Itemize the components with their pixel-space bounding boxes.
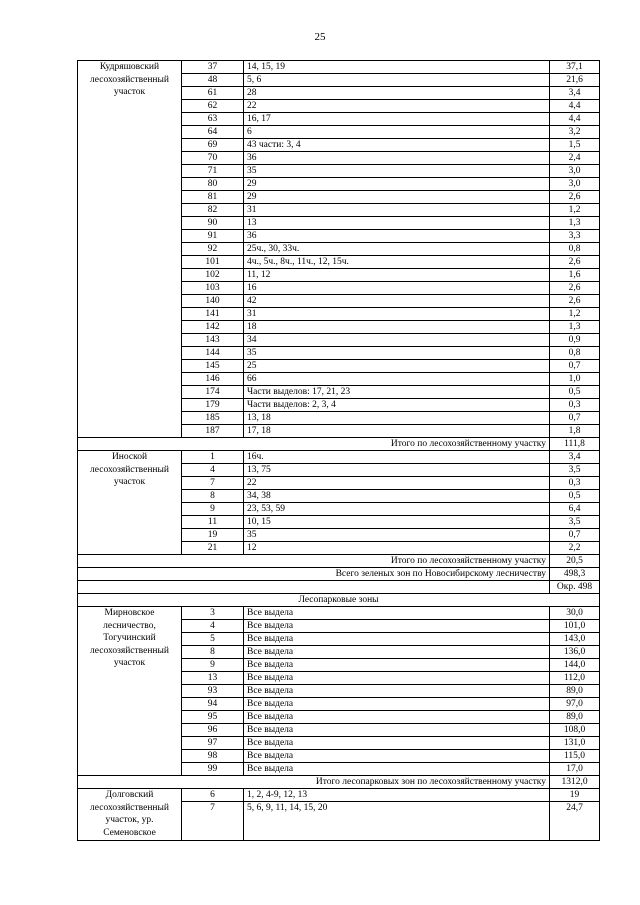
area-value: 21,6 [550,74,600,87]
plot-numbers: 35 [244,529,550,542]
area-value: 3,0 [550,165,600,178]
plot-numbers: 25 [244,360,550,373]
area-value: 3,5 [550,464,600,477]
quarter-number: 1 [182,451,244,464]
area-value: 17,0 [550,763,600,776]
area-value: 19 [550,789,600,802]
quarter-number: 19 [182,529,244,542]
area-value: 0,7 [550,360,600,373]
area-value: 0,9 [550,334,600,347]
area-value: 89,0 [550,711,600,724]
quarter-number: 4 [182,464,244,477]
plot-numbers: Части выделов: 2, 3, 4 [244,399,550,412]
plot-numbers: Все выдела [244,607,550,620]
quarter-number: 70 [182,152,244,165]
plot-numbers: Части выделов: 17, 21, 23 [244,386,550,399]
area-value: 4,4 [550,100,600,113]
plot-numbers: Все выдела [244,711,550,724]
table-row [78,451,600,464]
quarter-number: 69 [182,139,244,152]
plot-numbers: 10, 15 [244,516,550,529]
plot-numbers: 66 [244,373,550,386]
area-value: 136,0 [550,646,600,659]
quarter-number: 64 [182,126,244,139]
plot-numbers: 13 [244,217,550,230]
area-value: 6,4 [550,503,600,516]
section-total [78,438,600,451]
forest-zones-table [77,60,600,841]
quarter-number: 82 [182,204,244,217]
quarter-number: 81 [182,191,244,204]
plot-numbers: Все выдела [244,763,550,776]
section-0-area-name: Кудряшовский лесохозяйственный участок [78,61,182,438]
area-value: 1,6 [550,269,600,282]
table-row [78,789,600,802]
area-value: 144,0 [550,659,600,672]
area-value: 30,0 [550,607,600,620]
forest-park-header-row [78,594,600,607]
plot-numbers: 35 [244,347,550,360]
quarter-number: 92 [182,243,244,256]
quarter-number: 90 [182,217,244,230]
forest-park-header: Лесопарковые зоны [78,594,600,607]
quarter-number: 91 [182,230,244,243]
plot-numbers: 5, 6, 9, 11, 14, 15, 20 [244,802,550,841]
section-total [78,555,600,568]
plot-numbers: 18 [244,321,550,334]
quarter-number: 143 [182,334,244,347]
plot-numbers: 13, 75 [244,464,550,477]
quarter-number: 146 [182,373,244,386]
quarter-number: 179 [182,399,244,412]
area-value: 2,6 [550,256,600,269]
area-value: 37,1 [550,61,600,74]
quarter-number: 7 [182,477,244,490]
quarter-number: 62 [182,100,244,113]
plot-numbers: 34, 38 [244,490,550,503]
plot-numbers: 17, 18 [244,425,550,438]
plot-numbers: 23, 53, 59 [244,503,550,516]
plot-numbers: 36 [244,230,550,243]
plot-numbers: 22 [244,477,550,490]
quarter-number: 5 [182,633,244,646]
grand-total-value: 498,3 [550,568,600,581]
quarter-number: 21 [182,542,244,555]
plot-numbers: Все выдела [244,659,550,672]
area-value: 1,2 [550,308,600,321]
plot-numbers: 5, 6 [244,74,550,87]
area-value: 0,8 [550,347,600,360]
plot-numbers: 36 [244,152,550,165]
table-row [78,61,600,74]
quarter-number: 71 [182,165,244,178]
area-value: 131,0 [550,737,600,750]
area-value: 3,4 [550,451,600,464]
forest-park-total-value: 1312,0 [550,776,600,789]
area-value: 24,7 [550,802,600,841]
area-value: 0,3 [550,399,600,412]
area-value: 101,0 [550,620,600,633]
plot-numbers: 14, 15, 19 [244,61,550,74]
area-value: 2,4 [550,152,600,165]
area-value: 0,7 [550,412,600,425]
area-value: 1,3 [550,321,600,334]
quarter-number: 185 [182,412,244,425]
quarter-number: 96 [182,724,244,737]
section-total-value: 111,8 [550,438,600,451]
area-value: 115,0 [550,750,600,763]
grand-total-label: Всего зеленых зон по Новосибирскому лесничеству [78,568,550,581]
area-value: 3,2 [550,126,600,139]
quarter-number: 174 [182,386,244,399]
plot-numbers: 4ч., 5ч., 8ч., 11ч., 12, 15ч. [244,256,550,269]
plot-numbers: 29 [244,178,550,191]
quarter-number: 99 [182,763,244,776]
area-value: 3,3 [550,230,600,243]
area-value: 1,3 [550,217,600,230]
quarter-number: 6 [182,789,244,802]
area-value: 1,8 [550,425,600,438]
quarter-number: 145 [182,360,244,373]
quarter-number: 93 [182,685,244,698]
empty-cell [78,581,550,594]
area-value: 0,5 [550,386,600,399]
plot-numbers: 31 [244,204,550,217]
plot-numbers: Все выдела [244,737,550,750]
page-number: 25 [314,31,326,43]
quarter-number: 141 [182,308,244,321]
quarter-number: 3 [182,607,244,620]
plot-numbers: 42 [244,295,550,308]
quarter-number: 13 [182,672,244,685]
forest-park-area-name: Мирновское лесничество, Тогучинский лесохозяйственный участок [78,607,182,776]
quarter-number: 144 [182,347,244,360]
quarter-number: 9 [182,503,244,516]
area-value: 3,0 [550,178,600,191]
plot-numbers: 31 [244,308,550,321]
grand-total [78,568,600,581]
area-value: 143,0 [550,633,600,646]
quarter-number: 142 [182,321,244,334]
plot-numbers: 29 [244,191,550,204]
quarter-number: 187 [182,425,244,438]
plot-numbers: Все выдела [244,620,550,633]
forest-park-total [78,776,600,789]
area-value: 89,0 [550,685,600,698]
plot-numbers: Все выдела [244,633,550,646]
area-value: 0,5 [550,490,600,503]
forest-park-total-label: Итого лесопарковых зон по лесохозяйственному участку [78,776,550,789]
area-value: 1,5 [550,139,600,152]
area-value: 2,2 [550,542,600,555]
quarter-number: 95 [182,711,244,724]
quarter-number: 63 [182,113,244,126]
area-value: 0,3 [550,477,600,490]
section-total-value: 20,5 [550,555,600,568]
plot-numbers: 1, 2, 4-9, 12, 13 [244,789,550,802]
plot-numbers: 34 [244,334,550,347]
plot-numbers: 16ч. [244,451,550,464]
area-value: 0,7 [550,529,600,542]
section-total-label: Итого по лесохозяйственному участку [78,555,550,568]
quarter-number: 102 [182,269,244,282]
plot-numbers: Все выдела [244,646,550,659]
quarter-number: 8 [182,490,244,503]
quarter-number: 9 [182,659,244,672]
area-value: 1,2 [550,204,600,217]
table-row [78,607,600,620]
area-value: 2,6 [550,295,600,308]
quarter-number: 48 [182,74,244,87]
plot-numbers: Все выдела [244,724,550,737]
plot-numbers: Все выдела [244,672,550,685]
quarter-number: 37 [182,61,244,74]
quarter-number: 140 [182,295,244,308]
quarter-number: 4 [182,620,244,633]
quarter-number: 101 [182,256,244,269]
quarter-number: 8 [182,646,244,659]
area-value: 2,6 [550,282,600,295]
plot-numbers: 25ч., 30, 33ч. [244,243,550,256]
plot-numbers: 11, 12 [244,269,550,282]
quarter-number: 80 [182,178,244,191]
quarter-number: 97 [182,737,244,750]
quarter-number: 103 [182,282,244,295]
grand-total-approx: Окр. 498 [550,581,600,594]
section-total-label: Итого по лесохозяйственному участку [78,438,550,451]
area-value: 97,0 [550,698,600,711]
area-value: 112,0 [550,672,600,685]
area-value: 108,0 [550,724,600,737]
plot-numbers: 16, 17 [244,113,550,126]
area-value: 2,6 [550,191,600,204]
plot-numbers: 13, 18 [244,412,550,425]
last-section-area-name: Долговский лесохозяйственный участок, ур. Семеновское [78,789,182,841]
quarter-number: 11 [182,516,244,529]
plot-numbers: 35 [244,165,550,178]
quarter-number: 61 [182,87,244,100]
area-value: 3,5 [550,516,600,529]
plot-numbers: 28 [244,87,550,100]
quarter-number: 7 [182,802,244,841]
plot-numbers: Все выдела [244,750,550,763]
quarter-number: 98 [182,750,244,763]
area-value: 1,0 [550,373,600,386]
plot-numbers: 16 [244,282,550,295]
plot-numbers: 22 [244,100,550,113]
plot-numbers: 6 [244,126,550,139]
area-value: 4,4 [550,113,600,126]
plot-numbers: Все выдела [244,698,550,711]
plot-numbers: 43 части: 3, 4 [244,139,550,152]
section-1-area-name: Иноской лесохозяйственный участок [78,451,182,555]
plot-numbers: Все выдела [244,685,550,698]
area-value: 0,8 [550,243,600,256]
area-value: 3,4 [550,87,600,100]
quarter-number: 94 [182,698,244,711]
plot-numbers: 12 [244,542,550,555]
grand-total-approx-row [78,581,600,594]
